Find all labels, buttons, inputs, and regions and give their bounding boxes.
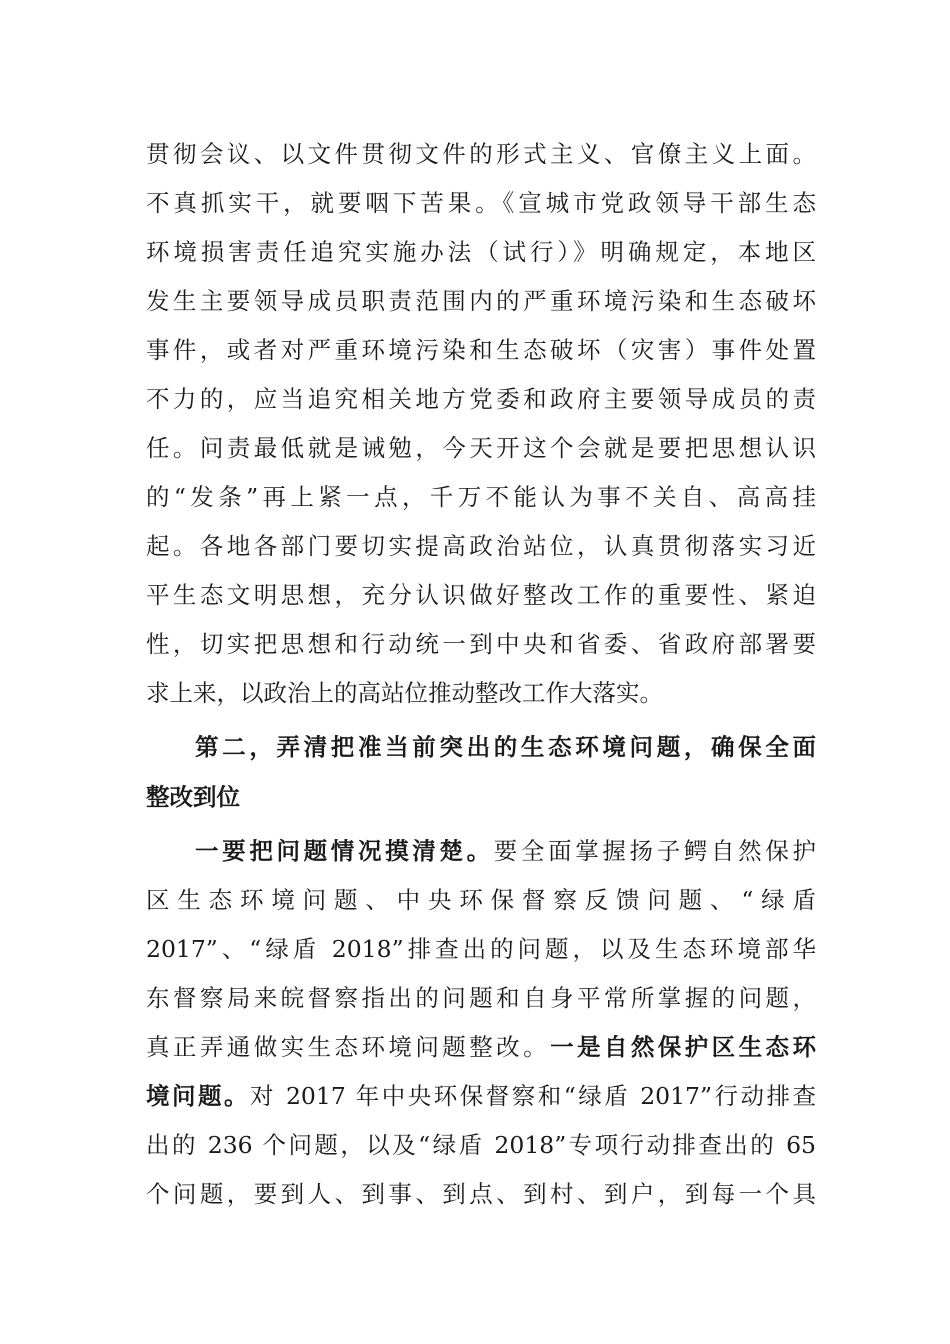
bold-run: 一是自然保护区生态环 xyxy=(550,1033,816,1061)
text-line: 求上来，以政治上的高站位推动整改工作大落实。 xyxy=(146,679,663,707)
text-line: 性，切实把思想和行动统一到中央和省委、省政府部署要 xyxy=(146,630,816,658)
text-line: 环境损害责任追究实施办法（试行）》明确规定，本地区 xyxy=(146,238,816,266)
text-line: 2017”、“绿盾 2018”排查出的问题，以及生态环境部华 xyxy=(146,935,816,963)
text-run: 要全面掌握扬子鳄自然保护 xyxy=(493,837,816,865)
text-line: 事件，或者对严重环境污染和生态破坏（灾害）事件处置 xyxy=(146,336,816,364)
section-heading-continued: 整改到位 xyxy=(146,783,240,811)
text-line: 不力的，应当追究相关地方党委和政府主要领导成员的责 xyxy=(146,385,816,413)
text-line: 不真抓实干，就要咽下苦果。《宣城市党政领导干部生态 xyxy=(146,189,816,217)
text-line xyxy=(146,1078,816,1114)
text-line: 的“发条”再上紧一点，千万不能认为事不关自、高高挂 xyxy=(146,483,816,511)
text-line: 东督察局来皖督察指出的问题和自身平常所掌握的问题， xyxy=(146,984,816,1012)
text-line: 个问题，要到人、到事、到点、到村、到户，到每一个具 xyxy=(146,1180,816,1208)
text-run: 对 2017 年中央环保督察和“绿盾 2017”行动排查 xyxy=(250,1082,816,1110)
bold-run: 境问题。 xyxy=(146,1082,250,1110)
text-line: 出的 236 个问题，以及“绿盾 2018”专项行动排查出的 65 xyxy=(146,1131,816,1159)
text-line: 发生主要领导成员职责范围内的严重环境污染和生态破坏 xyxy=(146,287,816,315)
text-line: 贯彻会议、以文件贯彻文件的形式主义、官僚主义上面。 xyxy=(146,140,816,168)
text-line: 平生态文明思想，充分认识做好整改工作的重要性、紧迫 xyxy=(146,581,816,609)
text-line: 任。问责最低就是诫勉，今天开这个会就是要把思想认识 xyxy=(146,434,816,462)
text-line: 区生态环境问题、中央环保督察反馈问题、“绿盾 xyxy=(146,886,816,914)
text-line xyxy=(146,1029,816,1065)
bold-lead: 一要把问题情况摸清楚。 xyxy=(195,837,494,865)
text-line: 起。各地各部门要切实提高政治站位，认真贯彻落实习近 xyxy=(146,532,816,560)
text-line xyxy=(195,833,816,869)
text-run: 真正弄通做实生态环境问题整改。 xyxy=(146,1033,551,1061)
section-heading: 第二，弄清把准当前突出的生态环境问题，确保全面 xyxy=(195,733,816,761)
